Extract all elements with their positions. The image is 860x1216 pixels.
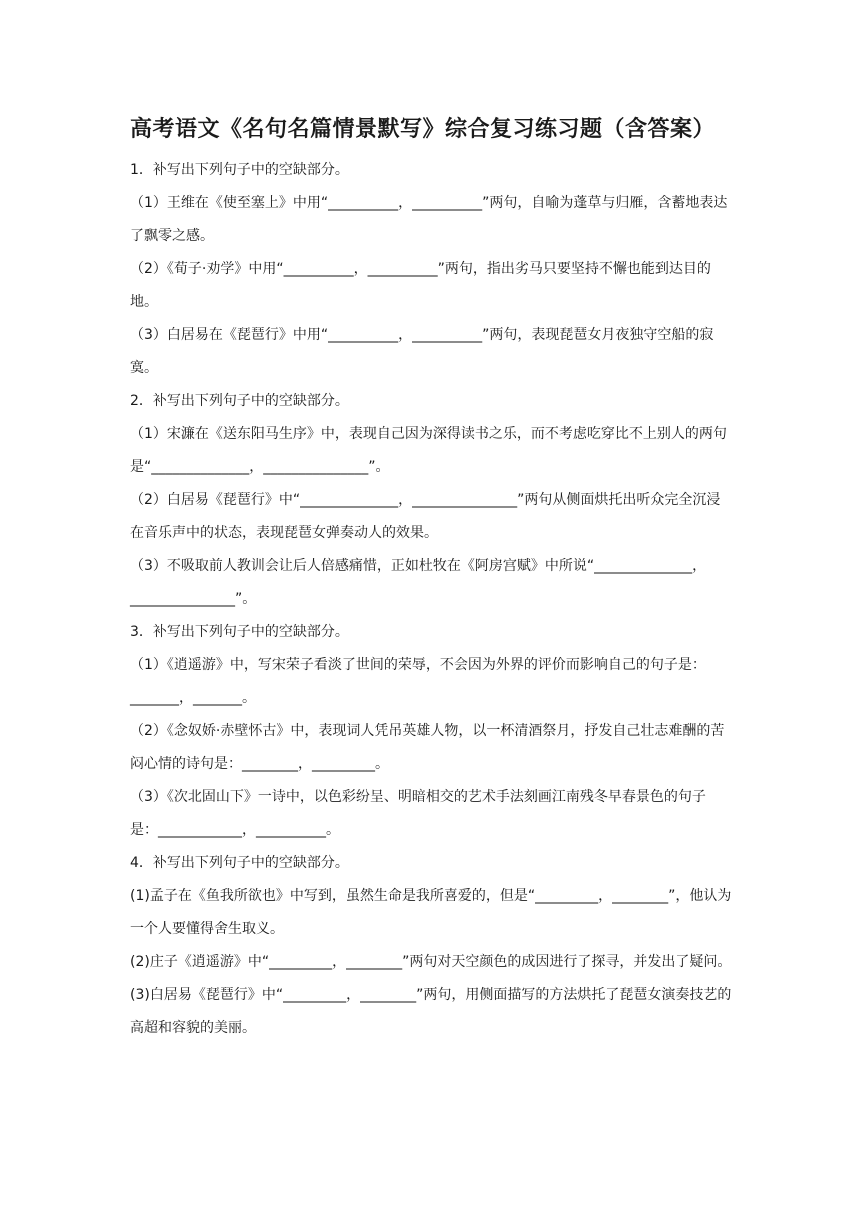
question-item: （3）白居易在《琵琶行》中用“__________，__________”两句，表现琵琶女月夜独守空船的寂寞。 <box>130 327 714 376</box>
document-title: 高考语文《名句名篇情景默写》综合复习练习题（含答案） <box>130 116 716 142</box>
question-heading: 4．补写出下列句子中的空缺部分。 <box>130 855 349 871</box>
question-item: （1）宋濂在《送东阳马生序》中，表现自己因为深得读书之乐，而不考虑吃穿比不上别人的两句是“______________，_______________”。 <box>130 426 727 475</box>
question-item: (1)孟子在《鱼我所欲也》中写到，虽然生命是我所喜爱的，但是“_________，________”，他认为一个人要懂得舍生取义。 <box>130 888 732 937</box>
question-2 <box>130 385 732 616</box>
question-item: （2）《念奴娇·赤壁怀古》中，表现词人凭吊英雄人物，以一杯清酒祭月，抒发自己壮志难酬的苦闷心情的诗句是：________，_________。 <box>130 723 725 772</box>
question-heading: 2．补写出下列句子中的空缺部分。 <box>130 393 349 409</box>
question-4 <box>130 847 732 1045</box>
question-1 <box>130 154 732 385</box>
question-item: （3）《次北固山下》一诗中，以色彩纷呈、明暗相交的艺术手法刻画江南残冬早春景色的句子是：____________，__________。 <box>130 789 706 838</box>
question-item: （1）《逍遥游》中，写宋荣子看淡了世间的荣辱，不会因为外界的评价而影响自己的句子是：_______，_______。 <box>130 657 706 706</box>
question-item: （1）王维在《使至塞上》中用“__________，__________”两句，自喻为蓬草与归雁，含蓄地表达了飘零之感。 <box>130 195 728 244</box>
question-3 <box>130 616 732 847</box>
question-item: （3）不吸取前人教训会让后人倍感痛惜，正如杜牧在《阿房宫赋》中所说“______________，_______________”。 <box>130 558 707 607</box>
question-heading: 3．补写出下列句子中的空缺部分。 <box>130 624 349 640</box>
question-item: （2）《荀子·劝学》中用“__________，__________”两句，指出劣马只要坚持不懈也能到达目的地。 <box>130 261 711 310</box>
question-item: (2)庄子《逍遥游》中“_________，________”两句对天空颜色的成因进行了探寻，并发出了疑问。 <box>130 954 732 970</box>
question-item: （2）白居易《琵琶行》中“______________，_______________”两句从侧面烘托出听众完全沉浸在音乐声中的状态，表现琵琶女弹奏动人的效果。 <box>130 492 721 541</box>
question-heading: 1．补写出下列句子中的空缺部分。 <box>130 162 349 178</box>
question-item: (3)白居易《琵琶行》中“_________，________”两句，用侧面描写的方法烘托了琵琶女演奏技艺的高超和容貌的美丽。 <box>130 987 732 1036</box>
